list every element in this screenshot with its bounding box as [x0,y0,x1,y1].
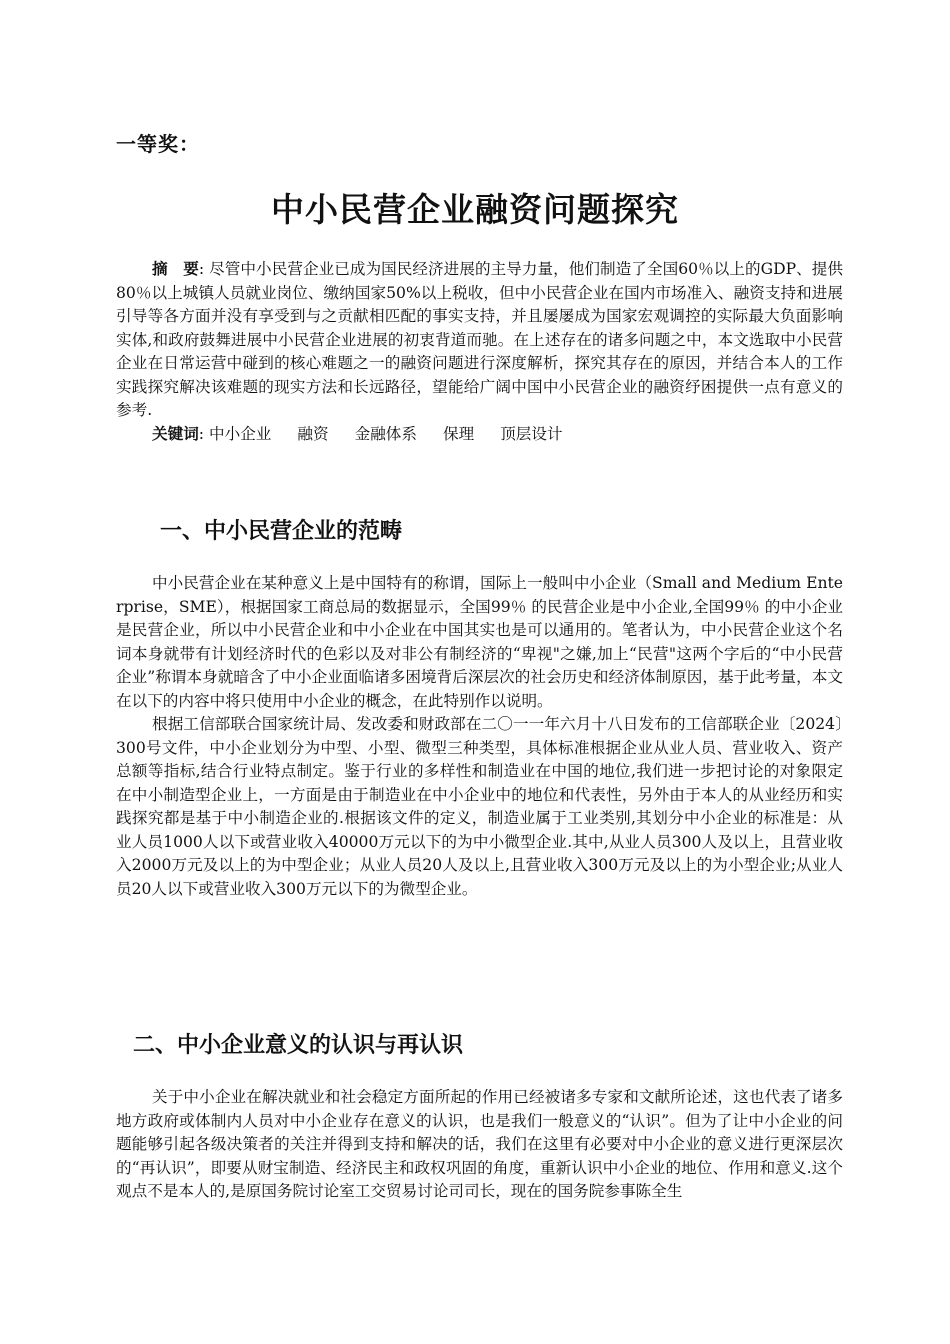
abstract-label: 摘 要 [152,260,199,278]
section-body [116,1086,843,1204]
keywords-label: 关键词 [152,424,199,443]
award-label: 一等奖： [116,132,200,156]
paragraph: 中小民营企业在某种意义上是中国特有的称谓，国际上一般叫中小企业（Small and Medium Enterprise，SME），根据国家工商总局的数据显示，全国99％ 的民营企业是中小企业,全国99％ 的中小企业是民营企业，所以中小民营企业和中小企业在中国其实也是可以通用的。笔者认为，中小民营企业这个名词本身就带有计划经济时代的色彩以及对非公有制经济的“卑视"之嫌,加上“民营"这两个字后的“中小民营企业”称谓本身就暗含了中小企业面临诸多困境背后深层次的社会历史和经济体制原因，基于此考量，本文在以下的内容中将只使用中小企业的概念，在此特别作以说明。 [116,574,843,710]
section-heading: 一、中小民营企业的范畴 [160,519,403,544]
paragraph: 关于中小企业在解决就业和社会稳定方面所起的作用已经被诸多专家和文献所论述，这也代表了诸多地方政府或体制内人员对中小企业存在意义的认识，也是我们一般意义的“认识”。但为了让中小企业的问题能够引起各级决策者的关注并得到支持和解决的话，我们在这里有必要对中小企业的意义进行更深层次的“再认识”，即要从财宝制造、经济民主和政权巩固的角度，重新认识中小企业的地位、作用和意义.这个观点不是本人的,是原国务院讨论室工交贸易讨论司司长，现在的国务院参事陈全生 [116,1088,843,1200]
abstract-block [116,258,843,446]
paragraph: 根据工信部联合国家统计局、发改委和财政部在二〇一一年六月十八日发布的工信部联企业〔2024〕300号文件，中小企业划分为中型、小型、微型三种类型，具体标准根据企业从业人员、营业收入、资产总额等指标,结合行业特点制定。鉴于行业的多样性和制造业在中国的地位,我们进一步把讨论的对象限定在中小制造型企业上，一方面是由于制造业在中小企业中的地位和代表性，另外由于本人的从业经历和实践探究都是基于中小制造企业的.根据该文件的定义，制造业属于工业类别,其划分中小企业的标准是：从业人员1000人以下或营业收入40000万元以下的为中小微型企业.其中,从业人员300人及以上，且营业收入2000万元及以上的为中型企业；从业人员20人及以上,且营业收入300万元及以上的为小型企业;从业人员20人以下或营业收入300万元以下的为微型企业。 [116,715,843,898]
abstract-text: : 尽管中小民营企业已成为国民经济进展的主导力量，他们制造了全国60％以上的GDP、提供80％以上城镇人员就业岗位、缴纳国家50%以上税收，但中小民营企业在国内市场准入、融资支持和进展引导等各方面并没有享受到与之贡献相匹配的事实支持，并且屡屡成为国家宏观调控的实际最大负面影响实体,和政府鼓舞进展中小民营企业进展的初衷背道而驰。在上述存在的诸多问题之中，本文选取中小民营企业在日常运营中碰到的核心难题之一的融资问题进行深度解析，探究其存在的原因，并结合本人的工作实践探究解决该难题的现实方法和长远路径，望能给广阔中国中小民营企业的融资纾困提供一点有意义的参考. [116,260,843,419]
keyword-item: 保理 [442,424,475,443]
keyword-item: 融资 [297,424,329,443]
keyword-item: 顶层设计 [500,424,563,443]
section-heading: 二、中小企业意义的认识与再认识 [133,1033,464,1058]
section-body [116,572,843,901]
document-title: 中小民营企业融资问题探究 [271,190,679,229]
keyword-item: : 中小企业 [198,424,272,443]
keyword-item: 金融体系 [354,424,417,443]
abstract-paragraph [116,258,843,423]
keywords-line [116,423,843,447]
